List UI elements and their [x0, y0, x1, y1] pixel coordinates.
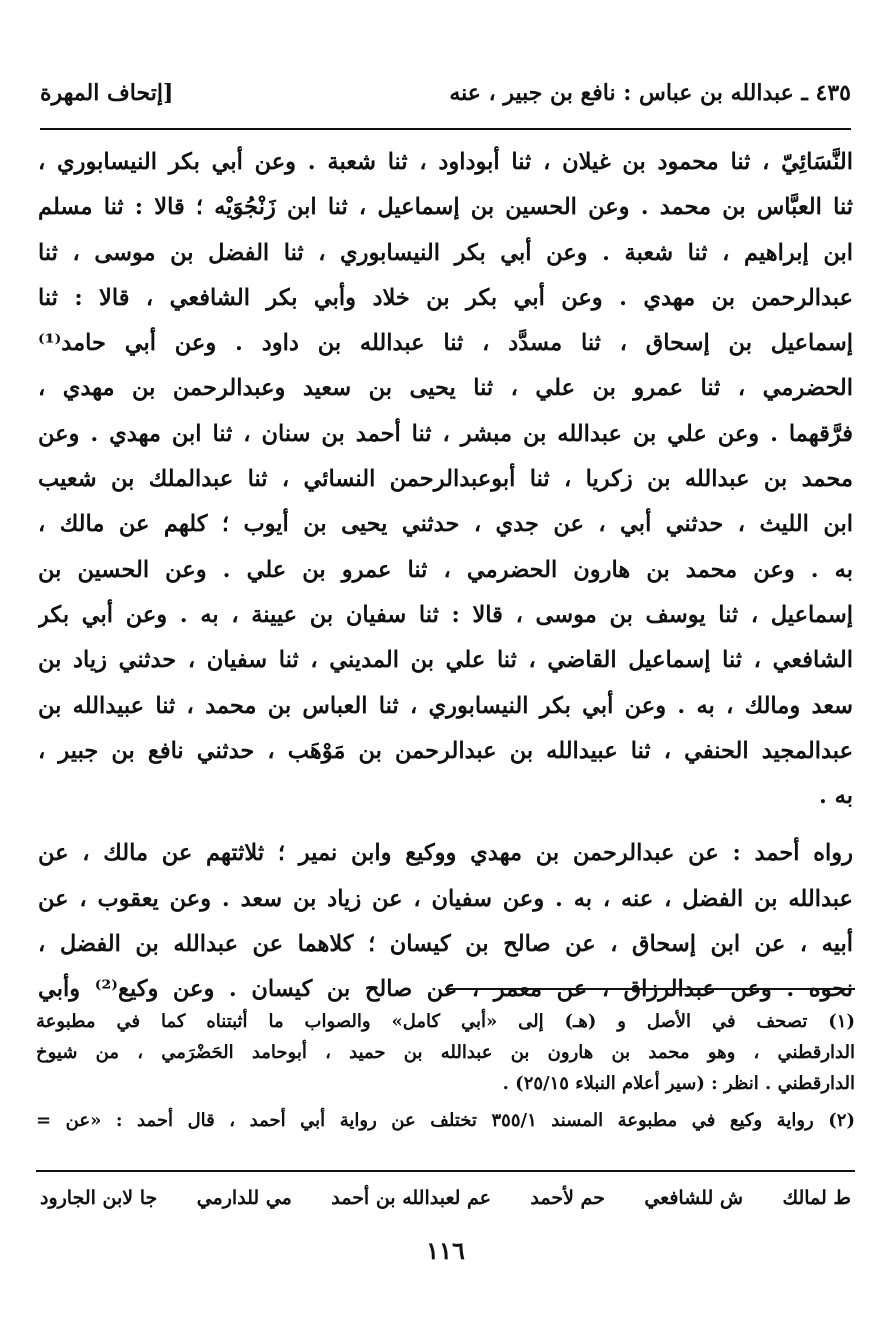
text-line: عبدالمجيد الحنفي ، ثنا عبيدالله بن عبدالرحمن بن مَوْهَب ، حدثني نافع بن جبير ،: [38, 737, 853, 764]
paragraph-gap: [38, 819, 853, 831]
text-line: النَّسَائِيّ ، ثنا محمود بن غيلان ، ثنا أبوداود ، ثنا شعبة . وعن أبي بكر النيسابوري ،: [38, 149, 853, 175]
text-line: ثنا العبَّاس بن محمد . وعن الحسين بن إسماعيل ، ثنا ابن زَنْجُوَيْه ؛ قالا : ثنا مسلم: [38, 194, 853, 221]
abbreviation-item: ط لمالك: [782, 1187, 851, 1209]
text-line: ابن إبراهيم ، ثنا شعبة . وعن أبي بكر النيسابوري ، ثنا الفضل بن موسى ، ثنا: [38, 239, 853, 266]
book-title: [إتحاف المهرة: [40, 80, 174, 106]
footnotes: [36, 1006, 855, 1136]
abbreviation-item: جا لابن الجارود: [40, 1187, 158, 1209]
running-header: [40, 80, 851, 114]
text-line: عبدالرحمن بن مهدي . وعن أبي بكر بن خلاد وأبي بكر الشافعي ، قالا : ثنا: [38, 284, 853, 311]
text-line: رواه أحمد : عن عبدالرحمن بن مهدي ووكيع وابن نمير ؛ ثلاثتهم عن مالك ، عن: [38, 840, 853, 867]
footnote-1-line: الدارقطني ، وهو محمد بن هارون بن عبدالله بن حميد ، أبوحامد الحَضْرَمي ، من شيوخ: [36, 1042, 855, 1063]
text-line: به . وعن محمد بن هارون الحضرمي ، ثنا عمرو بن علي . وعن الحسين بن: [38, 556, 853, 583]
abbreviations-rule: [36, 1170, 855, 1172]
text-line: سعد ومالك ، به . وعن أبي بكر النيسابوري ، ثنا العباس بن محمد ، ثنا عبيدالله بن: [38, 692, 853, 719]
text-line: ابن الليث ، حدثني أبي ، عن جدي ، حدثني يحيى بن أيوب ؛ كلهم عن مالك ،: [38, 511, 853, 538]
text-line: الحضرمي ، ثنا عمرو بن علي ، ثنا يحيى بن سعيد وعبدالرحمن بن مهدي ،: [38, 375, 853, 402]
abbreviation-item: عم لعبدالله بن أحمد: [331, 1187, 491, 1209]
main-text: [38, 140, 853, 1013]
abbreviation-item: مي للدارمي: [196, 1187, 292, 1209]
text-line: عبدالله بن الفضل ، عنه ، به . وعن سفيان ، عن زياد بن سعد . وعن يعقوب ، عن: [38, 885, 853, 912]
text-line: الشافعي ، ثنا إسماعيل القاضي ، ثنا علي بن المديني ، ثنا سفيان ، حدثني زياد بن: [38, 647, 853, 674]
text-line: نحوه . وعن عبدالرزاق ، عن معمر ، عن صالح بن كيسان . وعن وكيع⁽²⁾ وأبي: [38, 976, 853, 1003]
header-rule: [40, 128, 851, 130]
footnote-2-line: (٢) رواية وكيع في مطبوعة المسند ٣٥٥/١ تختلف عن رواية أبي أحمد ، قال أحمد : «عن =: [36, 1110, 855, 1131]
abbreviations-key: [40, 1180, 851, 1216]
footnote-1-line: الدارقطني . انظر : (سير أعلام النبلاء ٢٥/١٥) .: [502, 1073, 855, 1094]
chapter-heading: ٤٣٥ ـ عبدالله بن عباس : نافع بن جبير ، عنه: [449, 80, 851, 106]
text-line: إسماعيل ، ثنا يوسف بن موسى ، قالا : ثنا سفيان بن عيينة ، به . وعن أبي بكر: [38, 601, 853, 628]
text-line: به .: [819, 783, 853, 810]
text-line: محمد بن عبدالله بن زكريا ، ثنا أبوعبدالرحمن النسائي ، ثنا عبدالملك بن شعيب: [38, 466, 853, 493]
page-number: ١١٦: [426, 1236, 465, 1265]
text-line: أبيه ، عن ابن إسحاق ، عن صالح بن كيسان ؛ كلاهما عن عبدالله بن الفضل ،: [38, 931, 853, 958]
abbreviation-item: حم لأحمد: [530, 1187, 605, 1209]
footnote-rule: [445, 988, 855, 990]
footnote-1-line: (١) تصحف في الأصل و (هـ) إلى «أبي كامل» والصواب ما أثبتناه كما في مطبوعة: [36, 1011, 855, 1032]
abbreviation-item: ش للشافعي: [644, 1187, 744, 1209]
text-line: فرَّقهما . وعن علي بن عبدالله بن مبشر ، ثنا أحمد بن سنان ، ثنا ابن مهدي . وعن: [38, 420, 853, 447]
text-line: إسماعيل بن إسحاق ، ثنا مسدَّد ، ثنا عبدالله بن داود . وعن أبي حامد⁽¹⁾: [38, 330, 853, 357]
